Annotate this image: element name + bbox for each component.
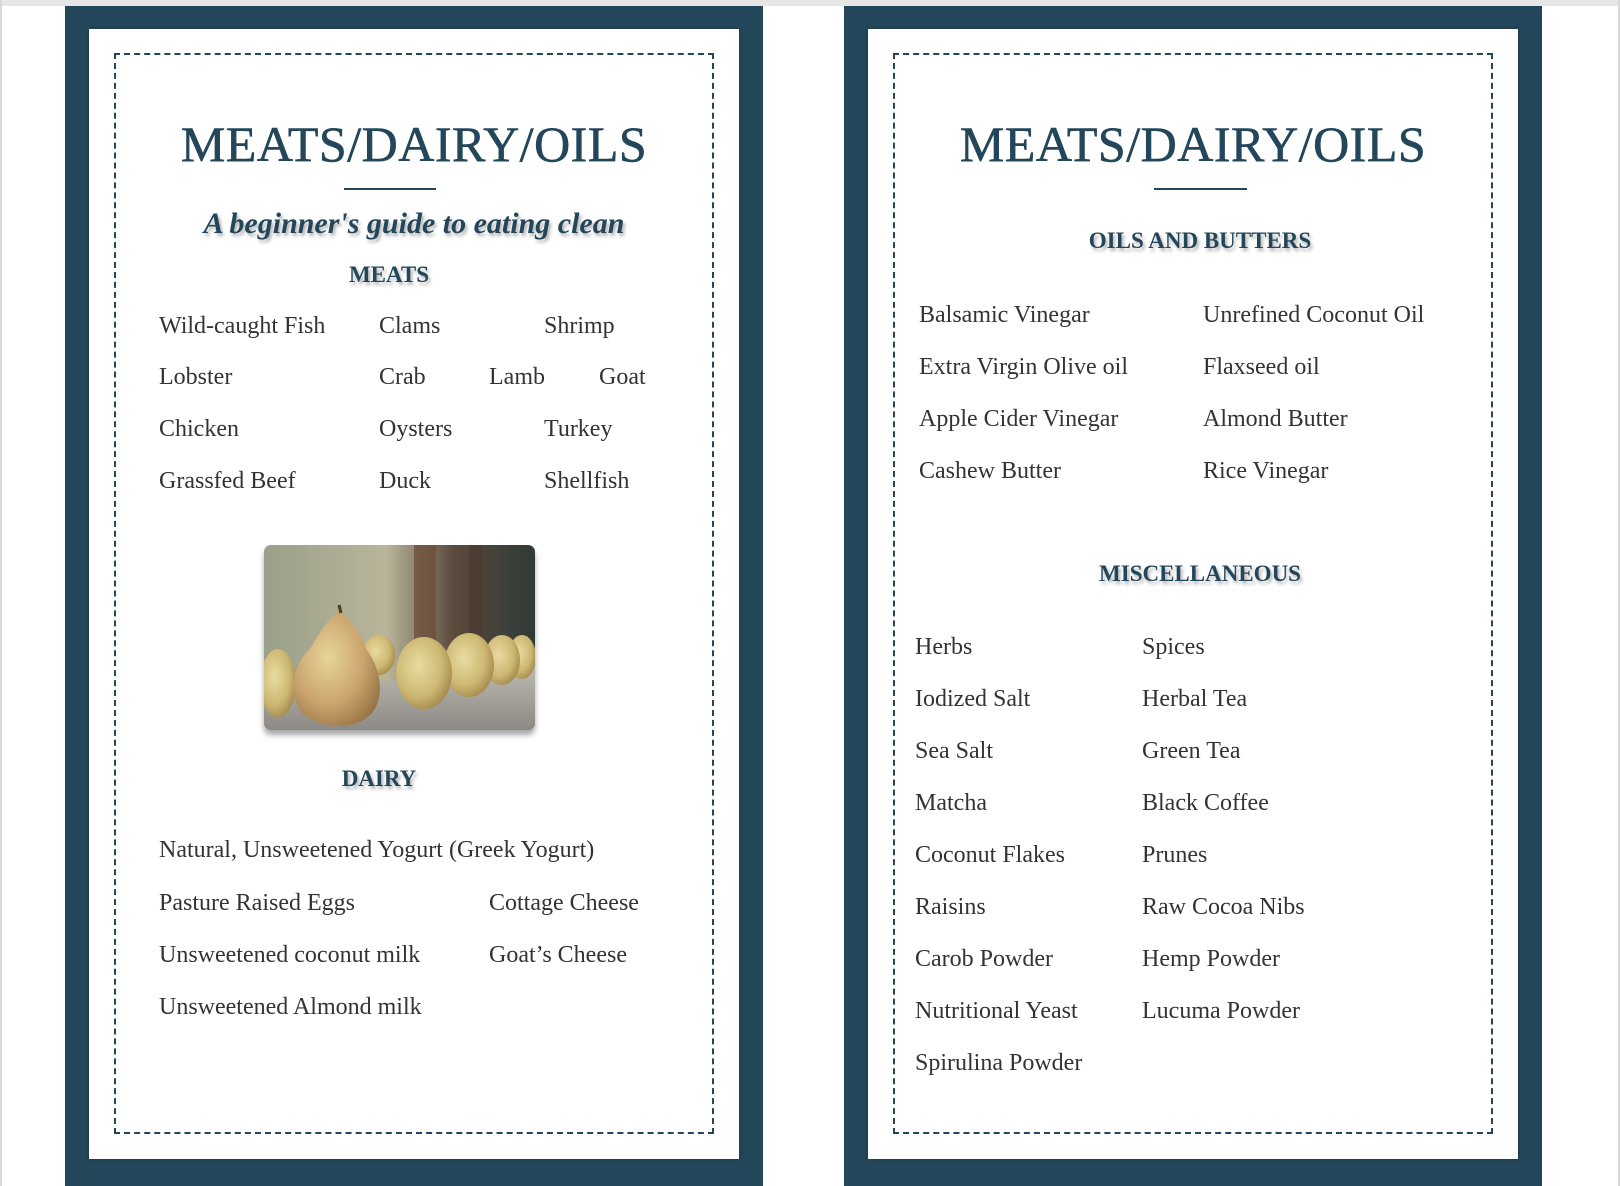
list-item: Almond Butter bbox=[1203, 406, 1348, 432]
list-item: Apple Cider Vinegar bbox=[919, 406, 1119, 432]
list-item: Lucuma Powder bbox=[1142, 998, 1300, 1024]
window-left-edge bbox=[0, 0, 2, 1186]
list-item: Green Tea bbox=[1142, 738, 1241, 764]
page-right-inner bbox=[868, 29, 1518, 1159]
list-item: Rice Vinegar bbox=[1203, 458, 1329, 484]
title-divider bbox=[1154, 188, 1247, 190]
list-item: Clams bbox=[379, 313, 441, 339]
list-item: Coconut Flakes bbox=[915, 842, 1065, 868]
list-item: Shellfish bbox=[544, 468, 630, 494]
list-item: Sea Salt bbox=[915, 738, 993, 764]
list-item: Flaxseed oil bbox=[1203, 354, 1320, 380]
list-item: Matcha bbox=[915, 790, 987, 816]
list-item: Extra Virgin Olive oil bbox=[919, 354, 1128, 380]
section-heading-oils-and-butters: OILS AND BUTTERS bbox=[1088, 228, 1312, 253]
list-item: Herbs bbox=[915, 634, 973, 660]
list-item: Hemp Powder bbox=[1142, 946, 1280, 972]
list-item: Unsweetened Almond milk bbox=[159, 994, 422, 1020]
page-right bbox=[844, 6, 1542, 1186]
list-item: Black Coffee bbox=[1142, 790, 1269, 816]
list-item: Chicken bbox=[159, 416, 239, 442]
list-item: Spirulina Powder bbox=[915, 1050, 1083, 1076]
list-item: Goat bbox=[599, 364, 646, 390]
list-item: Oysters bbox=[379, 416, 453, 442]
list-item: Grassfed Beef bbox=[159, 468, 296, 494]
list-item: Lobster bbox=[159, 364, 233, 390]
list-item: Natural, Unsweetened Yogurt (Greek Yogurt) bbox=[159, 837, 595, 863]
page-left bbox=[65, 6, 763, 1186]
section-heading-dairy: DAIRY bbox=[341, 766, 417, 791]
list-item: Turkey bbox=[544, 416, 613, 442]
page-subtitle: A beginner's guide to eating clean bbox=[203, 207, 625, 240]
list-item: Crab bbox=[379, 364, 426, 390]
page-title: MEATS/DAIRY/OILS bbox=[959, 116, 1427, 172]
list-item: Herbal Tea bbox=[1142, 686, 1248, 712]
page-left-inner bbox=[89, 29, 739, 1159]
list-item: Nutritional Yeast bbox=[915, 998, 1078, 1024]
list-item: Cottage Cheese bbox=[489, 890, 639, 916]
title-divider bbox=[344, 188, 436, 190]
section-heading-meats: MEATS bbox=[348, 262, 430, 287]
list-item: Pasture Raised Eggs bbox=[159, 890, 355, 916]
list-item: Unsweetened coconut milk bbox=[159, 942, 421, 968]
list-item: Raisins bbox=[915, 894, 986, 920]
list-item: Unrefined Coconut Oil bbox=[1203, 302, 1425, 328]
list-item: Raw Cocoa Nibs bbox=[1142, 894, 1305, 920]
pears-photo bbox=[264, 545, 535, 730]
list-item: Iodized Salt bbox=[915, 686, 1031, 712]
list-item: Goat’s Cheese bbox=[489, 942, 627, 968]
page-title: MEATS/DAIRY/OILS bbox=[180, 116, 648, 172]
list-item: Balsamic Vinegar bbox=[919, 302, 1090, 328]
list-item: Carob Powder bbox=[915, 946, 1053, 972]
list-item: Duck bbox=[379, 468, 431, 494]
list-item: Lamb bbox=[489, 364, 545, 390]
list-item: Prunes bbox=[1142, 842, 1208, 868]
section-heading-miscellaneous: MISCELLANEOUS bbox=[1099, 561, 1301, 586]
list-item: Shrimp bbox=[544, 313, 615, 339]
list-item: Cashew Butter bbox=[919, 458, 1061, 484]
list-item: Wild-caught Fish bbox=[159, 313, 326, 339]
list-item: Spices bbox=[1142, 634, 1205, 660]
